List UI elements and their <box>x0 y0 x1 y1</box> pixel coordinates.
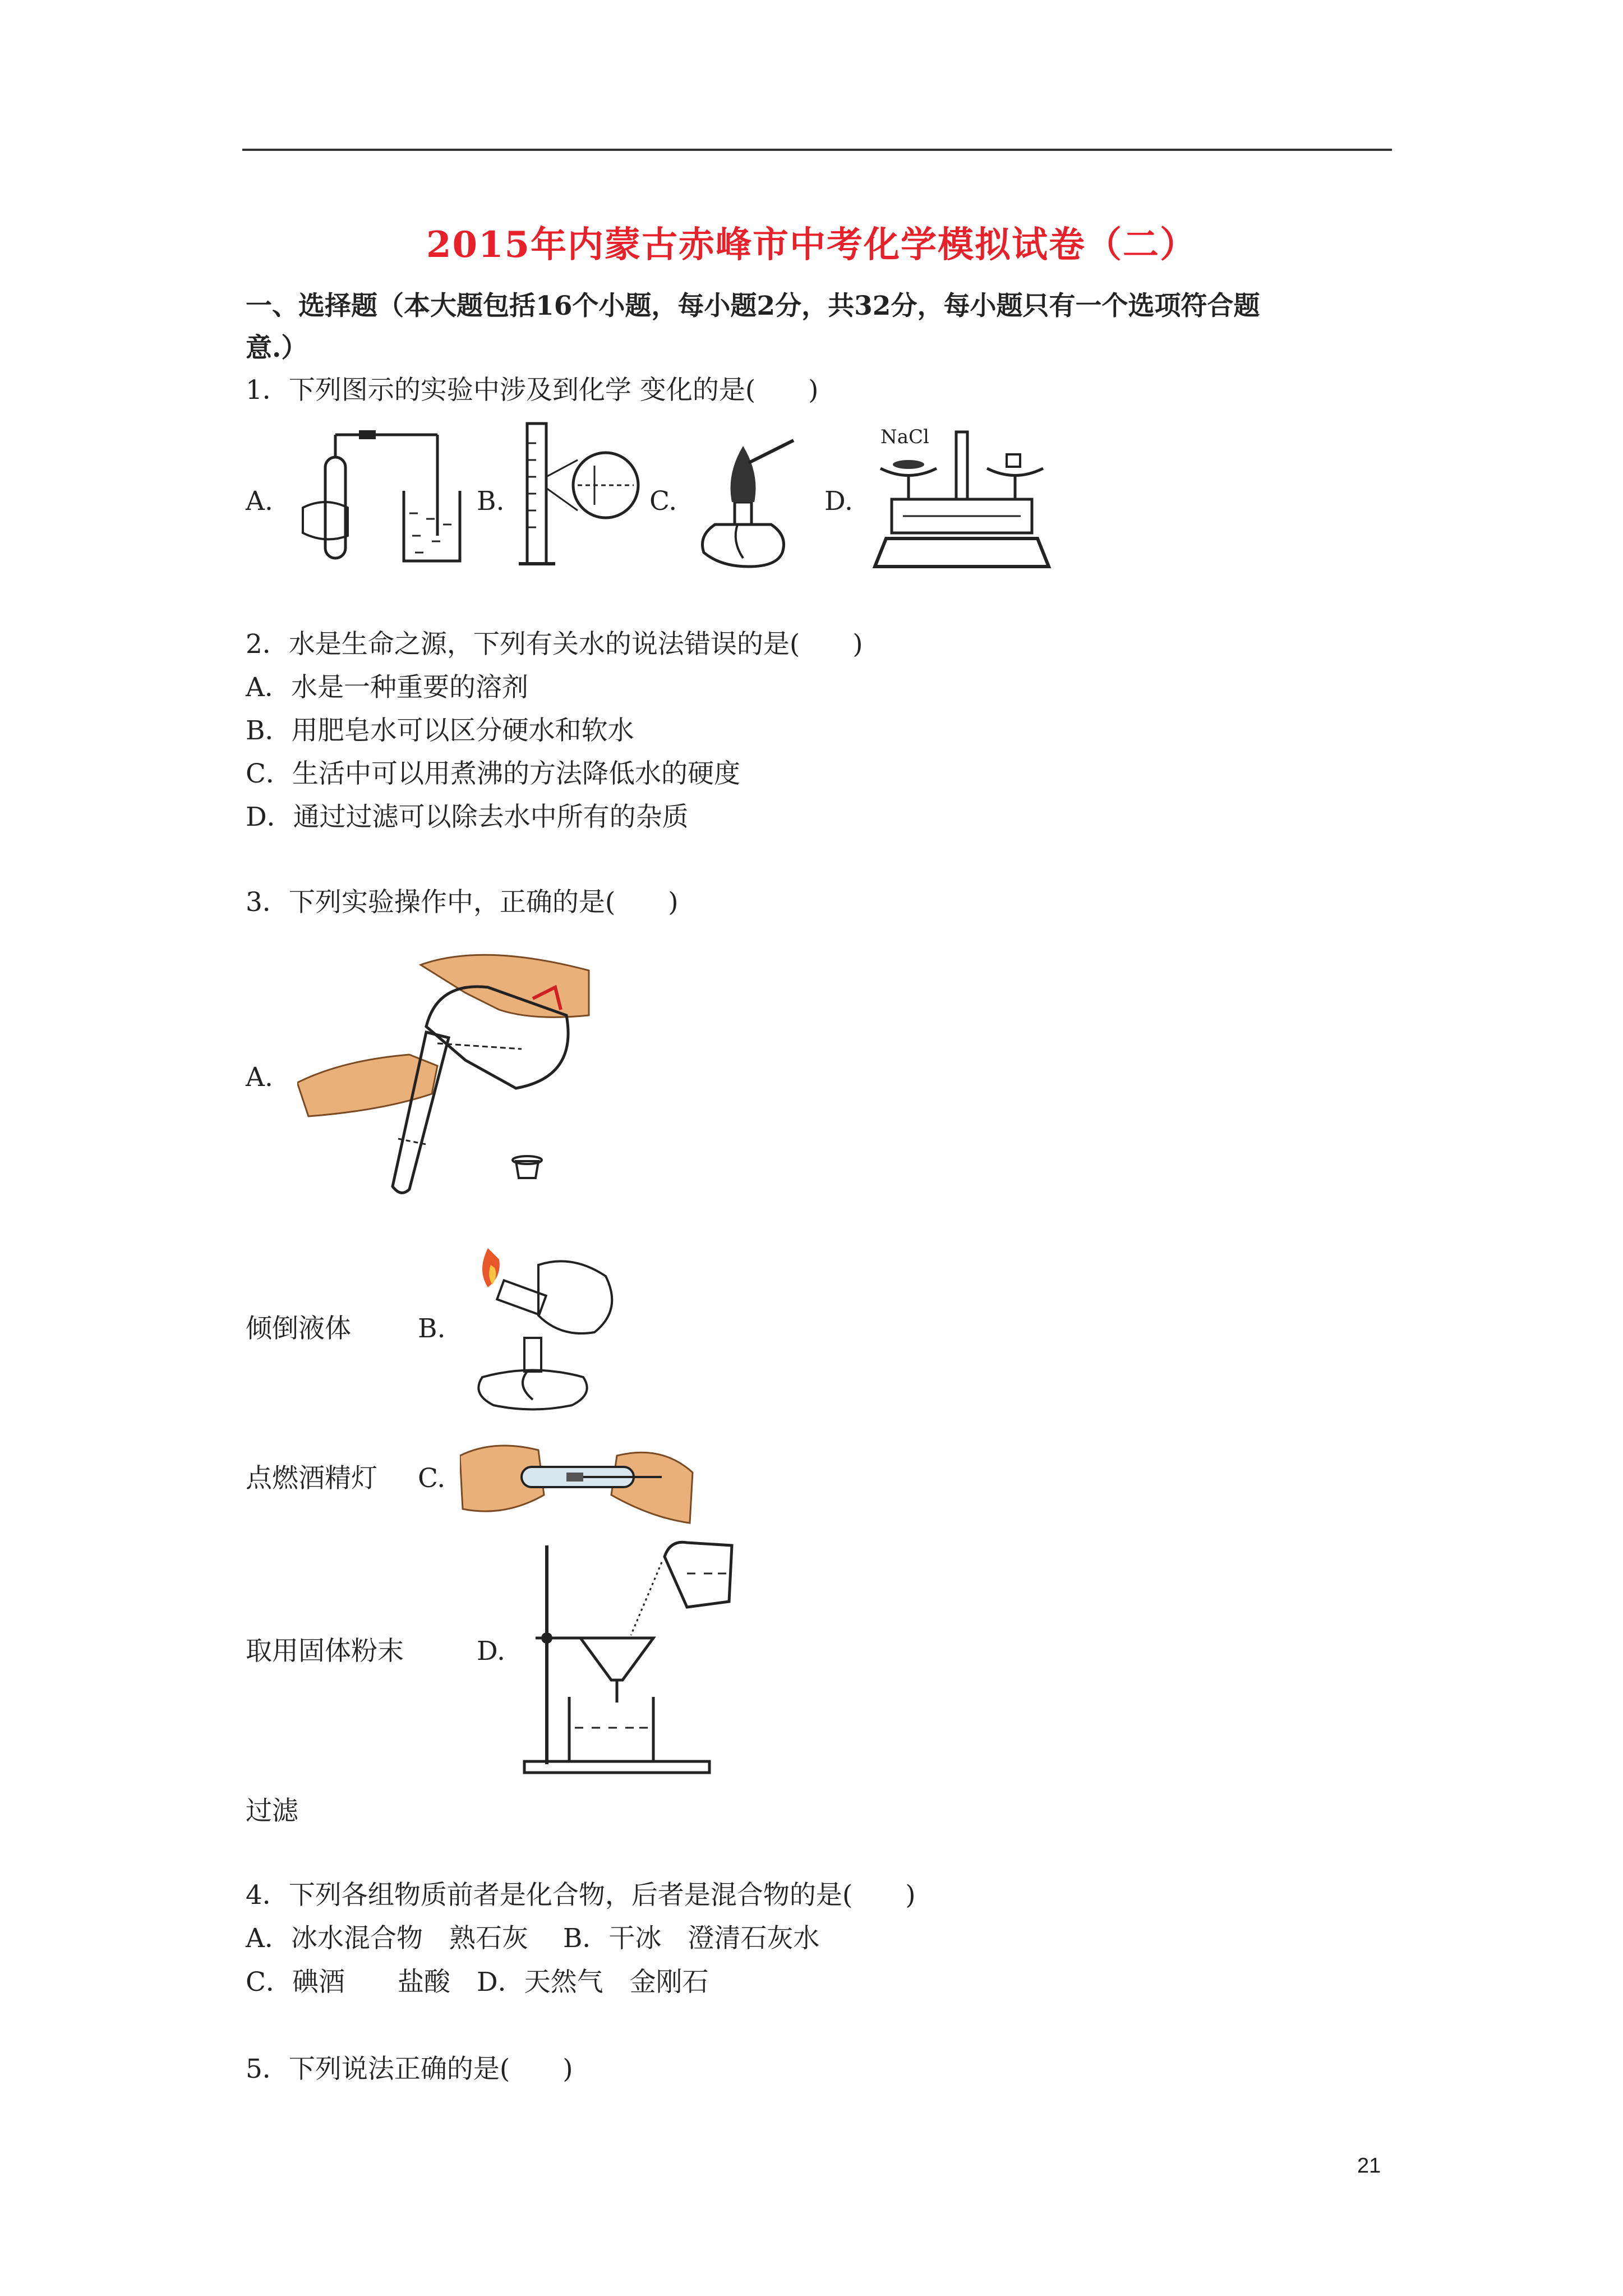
q1-figure-a-gas-collection <box>292 424 465 569</box>
q1-figure-c-alcohol-lamp <box>687 424 799 569</box>
section-heading-line1: 一、选择题（本大题包括16个小题，每小题2分，共32分，每小题只有一个选项符合题 <box>246 291 1260 321</box>
q3-figure-a-pouring-liquid <box>297 948 611 1206</box>
q1-option-d-label: D. <box>824 486 853 517</box>
q4-options-line1: A．冰水混合物 熟石灰 B．干冰 澄清石灰水 <box>246 1923 820 1954</box>
q2-option-c: C．生活中可以用煮沸的方法降低水的硬度 <box>246 758 740 789</box>
q1-stem: 1．下列图示的实验中涉及到化学 变化的是( ) <box>246 375 819 406</box>
header-rule <box>242 149 1392 151</box>
q1-option-c-label: C. <box>649 486 677 517</box>
q3-figure-d-filtration <box>519 1534 749 1775</box>
q3-option-c-label: C. <box>418 1463 446 1494</box>
q3-caption-b: 点燃酒精灯 <box>246 1463 377 1494</box>
q3-figure-b-lighting-lamp <box>460 1243 623 1411</box>
q2-option-a: A．水是一种重要的溶剂 <box>246 672 528 703</box>
page-number: 21 <box>1357 2154 1381 2178</box>
q5-stem: 5．下列说法正确的是( ) <box>246 2054 573 2085</box>
section-heading-line2: 意.） <box>246 333 308 364</box>
q1-option-b-label: B. <box>477 486 505 517</box>
q1-nacl-label: NaCl <box>880 426 929 448</box>
q3-stem: 3．下列实验操作中，正确的是( ) <box>246 887 679 918</box>
q2-option-b: B．用肥皂水可以区分硬水和软水 <box>246 715 634 746</box>
q2-stem: 2．水是生命之源，下列有关水的说法错误的是( ) <box>246 629 863 660</box>
q1-figure-d-balance <box>869 421 1054 572</box>
q3-option-a-label: A. <box>246 1062 273 1093</box>
q4-options-line2: C．碘酒 盐酸 D．天然气 金刚石 <box>246 1967 709 1998</box>
q3-figure-c-solid-powder <box>460 1433 695 1529</box>
q3-option-b-label: B. <box>418 1313 446 1344</box>
q3-caption-a: 倾倒液体 <box>246 1313 351 1344</box>
q1-figure-b-graduated-cylinder <box>516 421 645 572</box>
q3-caption-d: 过滤 <box>246 1796 298 1826</box>
q1-option-a-label: A. <box>246 486 273 517</box>
q3-option-d-label: D. <box>477 1636 505 1667</box>
q2-option-d: D．通过过滤可以除去水中所有的杂质 <box>246 802 689 832</box>
page-title: 2015年内蒙古赤峰市中考化学模拟试卷（二） <box>426 224 1197 266</box>
q3-caption-c: 取用固体粉末 <box>246 1636 404 1667</box>
q4-stem: 4．下列各组物质前者是化合物，后者是混合物的是( ) <box>246 1880 916 1911</box>
